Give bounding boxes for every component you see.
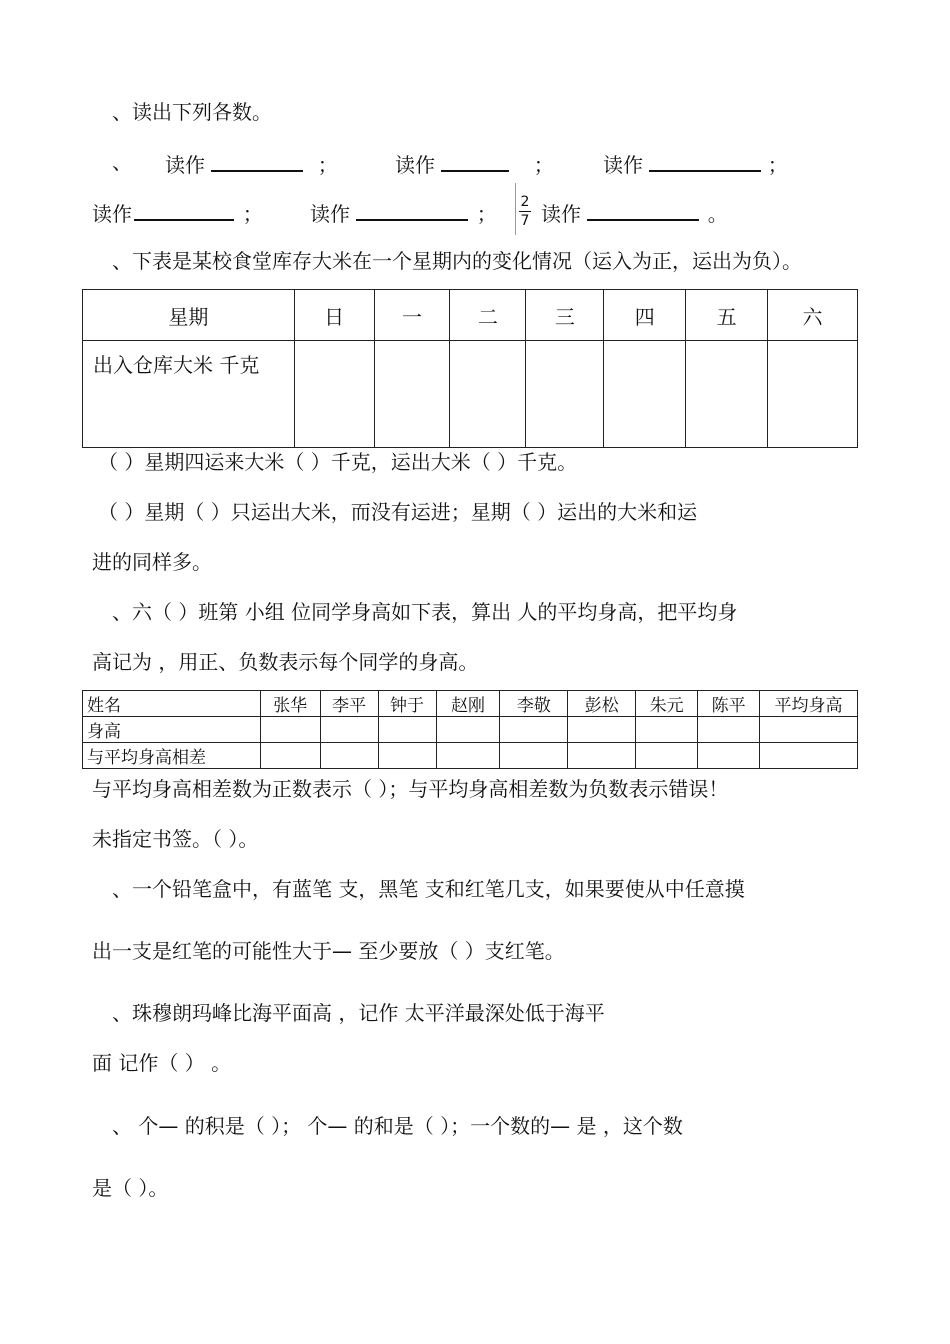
table-cell[interactable]	[500, 743, 568, 769]
read-as-label: 读作	[165, 153, 205, 177]
answer-blank[interactable]	[356, 199, 468, 221]
row-label: 身高	[83, 717, 261, 743]
margin-rule	[515, 183, 516, 235]
q5-line1: 、珠穆朗玛峰比海平面高 ，记作 太平洋最深处低于海平	[112, 1001, 605, 1025]
header-cell: 平均身高	[760, 691, 858, 717]
read-as-label: 读作	[310, 202, 350, 226]
q1-row1	[112, 150, 132, 174]
separator: ；	[533, 153, 554, 177]
answer-blank[interactable]	[211, 150, 303, 172]
header-cell: 赵刚	[436, 691, 500, 717]
read-as-label: 读作	[92, 202, 132, 226]
table-cell[interactable]	[320, 717, 378, 743]
table-cell[interactable]	[260, 743, 320, 769]
separator: ；	[317, 153, 338, 177]
table-cell[interactable]	[378, 717, 436, 743]
answer-blank[interactable]	[441, 150, 509, 172]
q2-sub1: （ ）星期四运来大米（ ）千克，运出大米（ ）千克。	[98, 450, 578, 474]
q5-line2: 面 记作（ ） 。	[92, 1051, 232, 1075]
table-cell[interactable]	[768, 341, 858, 448]
height-table	[82, 690, 858, 769]
q1-item-3	[603, 150, 788, 177]
header-cell: 陈平	[698, 691, 760, 717]
table-cell[interactable]	[260, 717, 320, 743]
table-cell[interactable]	[436, 743, 500, 769]
header-cell: 四	[604, 290, 686, 341]
table-row	[83, 341, 858, 448]
header-cell: 李敬	[500, 691, 568, 717]
q1-item-4	[92, 199, 263, 226]
header-cell: 日	[294, 290, 374, 341]
q3-line2: 高记为 ，用正、负数表示每个同学的身高。	[92, 650, 479, 674]
header-cell: 姓名	[83, 691, 261, 717]
table-header-row	[83, 290, 858, 341]
q1-item-6	[541, 199, 728, 226]
table-cell[interactable]	[320, 743, 378, 769]
header-cell: 星期	[83, 290, 295, 341]
q1-title: 、读出下列各数。	[112, 100, 272, 124]
table-cell[interactable]	[686, 341, 768, 448]
row-label: 与平均身高相差	[83, 743, 261, 769]
q2-sub2: （ ）星期（ ）只运出大米，而没有运进；星期（ ）运出的大米和运	[98, 500, 698, 524]
answer-blank[interactable]	[649, 150, 761, 172]
header-cell: 钟于	[378, 691, 436, 717]
table-cell[interactable]	[374, 341, 450, 448]
fraction-denominator: 7	[520, 213, 530, 229]
table-header-row	[83, 691, 858, 717]
q2-sub2-cont: 进的同样多。	[92, 550, 212, 574]
table-cell[interactable]	[698, 743, 760, 769]
answer-blank[interactable]	[587, 199, 699, 221]
table-cell[interactable]	[526, 341, 604, 448]
table-cell[interactable]	[436, 717, 500, 743]
table-cell[interactable]	[294, 341, 374, 448]
header-cell: 三	[526, 290, 604, 341]
table-cell[interactable]	[636, 717, 698, 743]
table-cell[interactable]	[500, 717, 568, 743]
q1-item-5	[310, 199, 497, 226]
period: 。	[707, 202, 728, 226]
header-cell: 二	[450, 290, 526, 341]
rice-change-table	[82, 289, 858, 448]
read-as-label: 读作	[395, 153, 435, 177]
table-cell[interactable]	[760, 717, 858, 743]
header-cell: 彭松	[568, 691, 636, 717]
table-row	[83, 743, 858, 769]
separator: ；	[476, 202, 497, 226]
table-row	[83, 717, 858, 743]
read-as-label: 读作	[541, 202, 581, 226]
q3-line1: 、六（ ）班第 小组 位同学身高如下表，算出 人的平均身高，把平均身	[112, 600, 738, 624]
table-cell[interactable]	[604, 341, 686, 448]
q6-line1: 、 个— 的积是（ ）； 个— 的和是（ ）；一个数的— 是 ，这个数	[112, 1114, 683, 1138]
separator: ；	[767, 153, 788, 177]
q2-title: 、下表是某校食堂库存大米在一个星期内的变化情况（运入为正，运出为负）。	[112, 249, 802, 273]
header-cell: 张华	[260, 691, 320, 717]
table-cell[interactable]	[450, 341, 526, 448]
table-cell[interactable]	[636, 743, 698, 769]
header-cell: 一	[374, 290, 450, 341]
table-cell[interactable]	[568, 743, 636, 769]
q3-line4: 未指定书签。（ ）。	[92, 827, 259, 851]
row-label: 出入仓库大米 千克	[83, 341, 295, 448]
header-cell: 六	[768, 290, 858, 341]
q4-line1: 、一个铅笔盒中，有蓝笔 支，黑笔 支和红笔几支，如果要使从中任意摸	[112, 877, 745, 901]
header-cell: 李平	[320, 691, 378, 717]
table-cell[interactable]	[698, 717, 760, 743]
header-cell: 朱元	[636, 691, 698, 717]
q6-line2: 是（ ）。	[92, 1176, 169, 1200]
table-cell[interactable]	[568, 717, 636, 743]
q1-item-1	[165, 150, 338, 177]
answer-blank[interactable]	[134, 199, 234, 221]
header-cell: 五	[686, 290, 768, 341]
fraction-numerator: 2	[520, 194, 530, 210]
fraction-bar	[519, 211, 531, 212]
table-cell[interactable]	[760, 743, 858, 769]
q1-lead: 、	[112, 150, 132, 174]
separator: ；	[242, 202, 263, 226]
q3-line3: 与平均身高相差数为正数表示（ ）；与平均身高相差数为负数表示错误！	[92, 777, 729, 801]
q1-item-2	[395, 150, 554, 177]
q4-line2: 出一支是红笔的可能性大于— 至少要放（ ）支红笔。	[92, 939, 565, 963]
read-as-label: 读作	[603, 153, 643, 177]
table-cell[interactable]	[378, 743, 436, 769]
